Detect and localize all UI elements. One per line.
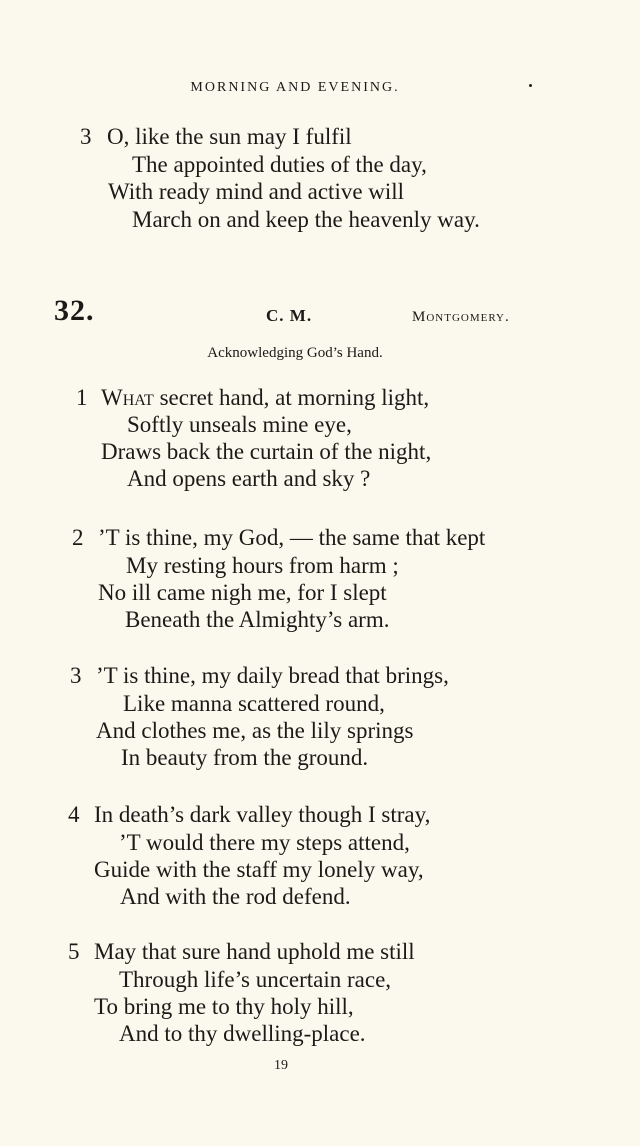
verse-4-line-2: ’T would there my steps attend, bbox=[119, 830, 410, 855]
verse-2-line-2: My resting hours from harm ; bbox=[126, 553, 399, 578]
prev-verse-line-1: O, like the sun may I fulfil bbox=[107, 124, 352, 149]
verse-1-initial: W bbox=[101, 385, 123, 410]
verse-1-line-4: And opens earth and sky ? bbox=[127, 466, 371, 491]
verse-1-line-1 bbox=[101, 385, 429, 411]
verse-3-line-1: ’T is thine, my daily bread that brings, bbox=[96, 663, 449, 688]
prev-verse-line-4: March on and keep the heavenly way. bbox=[132, 207, 480, 232]
page-number: 19 bbox=[274, 1058, 288, 1073]
verse-1-number: 1 bbox=[76, 385, 88, 410]
verse-5-line-1: May that sure hand uphold me still bbox=[94, 939, 415, 964]
verse-1-line-2: Softly unseals mine eye, bbox=[127, 412, 352, 437]
verse-1-initial-rest: hat bbox=[122, 385, 154, 410]
printer-dot-mark bbox=[529, 84, 532, 87]
verse-5-line-2: Through life’s uncertain race, bbox=[119, 967, 392, 992]
verse-2-number: 2 bbox=[72, 525, 84, 550]
prev-verse-number: 3 bbox=[80, 124, 92, 149]
running-head: MORNING AND EVENING. bbox=[190, 80, 400, 95]
verse-5-line-4: And to thy dwelling-place. bbox=[119, 1021, 366, 1046]
hymn-subtitle bbox=[0, 345, 590, 362]
verse-3-line-3: And clothes me, as the lily springs bbox=[96, 718, 414, 743]
verse-4-line-1: In death’s dark valley though I stray, bbox=[94, 802, 431, 827]
hymn-meter: C. M. bbox=[266, 306, 313, 325]
hymn-number: 32. bbox=[54, 294, 95, 327]
verse-1-line-3: Draws back the curtain of the night, bbox=[101, 439, 432, 464]
verse-4-number: 4 bbox=[68, 802, 80, 827]
verse-2-line-4: Beneath the Almighty’s arm. bbox=[125, 607, 390, 632]
verse-5-number: 5 bbox=[68, 939, 80, 964]
prev-verse-line-3: With ready mind and active will bbox=[108, 179, 405, 204]
verse-1-line-1-text: secret hand, at morning light, bbox=[153, 385, 430, 410]
verse-4-line-4: And with the rod defend. bbox=[120, 884, 351, 909]
prev-verse-line-2: The appointed duties of the day, bbox=[132, 152, 427, 177]
verse-5-line-3: To bring me to thy holy hill, bbox=[94, 994, 354, 1019]
hymn-subtitle-text: Acknowledging God’s Hand. bbox=[207, 345, 383, 361]
verse-2-line-3: No ill came nigh me, for I slept bbox=[98, 580, 387, 605]
verse-3-number: 3 bbox=[70, 663, 82, 688]
verse-4-line-3: Guide with the staff my lonely way, bbox=[94, 857, 424, 882]
verse-3-line-4: In beauty from the ground. bbox=[121, 745, 369, 770]
hymn-author: Montgomery. bbox=[412, 309, 510, 325]
verse-3-line-2: Like manna scattered round, bbox=[123, 691, 385, 716]
verse-2-line-1: ’T is thine, my God, — the same that kept bbox=[98, 525, 486, 550]
